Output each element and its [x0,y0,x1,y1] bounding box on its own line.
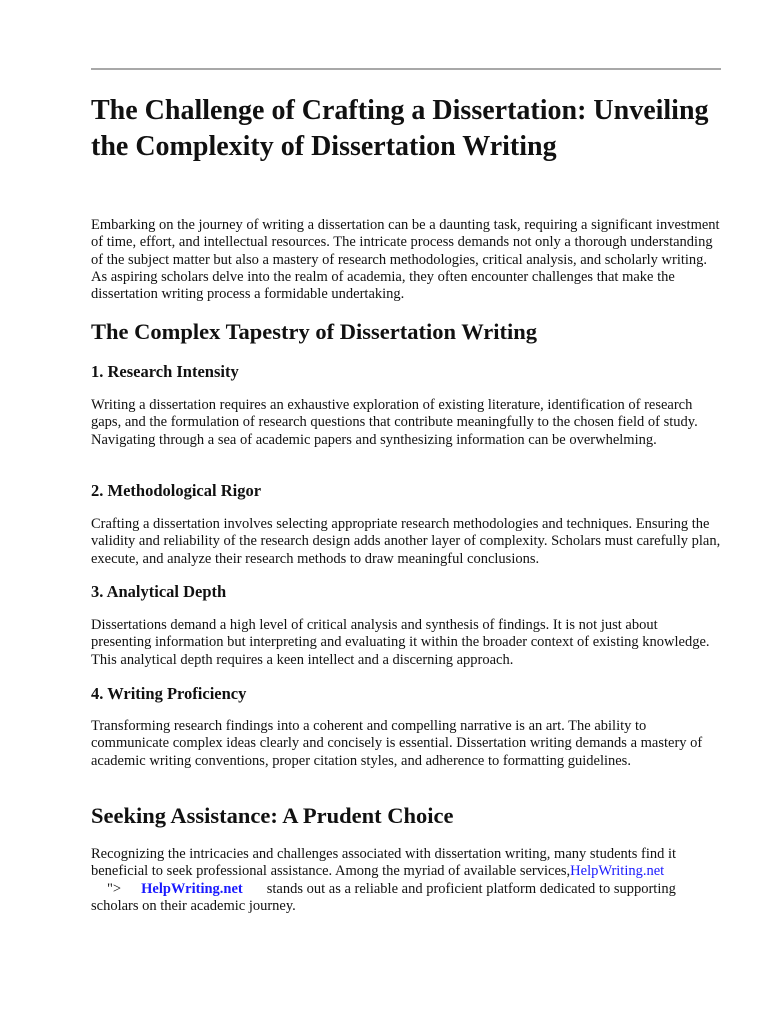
paragraph-analytical-depth: Dissertations demand a high level of critical analysis and synthesis of findings. It is not just about presenting information but interpreting and evaluating it within the broader context of existing knowledge. This analytical depth requires a keen intellect and a discerning approach. [91,617,710,668]
paragraph-research-intensity: Writing a dissertation requires an exhaustive exploration of existing literature, identification of research gaps, and the formulation of research questions that contribute meaningfully to the chosen field of study. Navigating through a sea of academic papers and synthesizing information can be overwhelming. [91,397,698,448]
subheading-research-intensity: 1. Research Intensity [91,362,239,381]
paragraph-writing-proficiency: Transforming research findings into a coherent and compelling narrative is an art. The ability to communicate complex ideas clearly and concisely is essential. Dissertation writing demands a mastery of academic writing conventions, proper citation styles, and adherence to formatting guidelines. [91,718,703,769]
helpwriting-link-inline[interactable]: HelpWriting.net [570,863,665,880]
subheading-methodological-rigor: 2. Methodological Rigor [91,481,262,500]
assistance-text-after: stands out as a reliable and proficient platform dedicated to supporting scholars on their academic journey. [91,880,676,914]
subheading-writing-proficiency: 4. Writing Proficiency [91,684,247,703]
section-heading-complex-tapestry: The Complex Tapestry of Dissertation Writing [91,319,538,344]
assistance-text-before: Recognizing the intricacies and challenges associated with dissertation writing, many students find it beneficial to seek professional assistance. Among the myriad of available services, [91,846,677,880]
paragraph-methodological-rigor: Crafting a dissertation involves selecting appropriate research methodologies and techniques. Ensuring the validity and reliability of the research design adds another layer of complexity. Scholars must carefully plan, execute, and analyze their research methods to draw meaningful conclusions. [91,516,721,567]
paragraph-seeking-assistance [91,846,721,915]
document-title: The Challenge of Crafting a Dissertation: Unveiling the Complexity of Dissertation Writing [91,95,709,162]
section-heading-seeking-assistance: Seeking Assistance: A Prudent Choice [91,803,454,828]
subheading-analytical-depth: 3. Analytical Depth [91,582,227,601]
helpwriting-link-bold[interactable]: HelpWriting.net [141,880,243,897]
top-divider [91,68,721,70]
intro-paragraph: Embarking on the journey of writing a dissertation can be a daunting task, requiring a significant investment of time, effort, and intellectual resources. The intricate process demands not only a thorough understanding of the subject matter but also a mastery of research methodologies, critical analysis, and scholarly writing. As aspiring scholars delve into the realm of academia, they often encounter challenges that make the dissertation writing process a formidable undertaking. [91,217,720,303]
stray-markup-text: "> [107,880,122,897]
